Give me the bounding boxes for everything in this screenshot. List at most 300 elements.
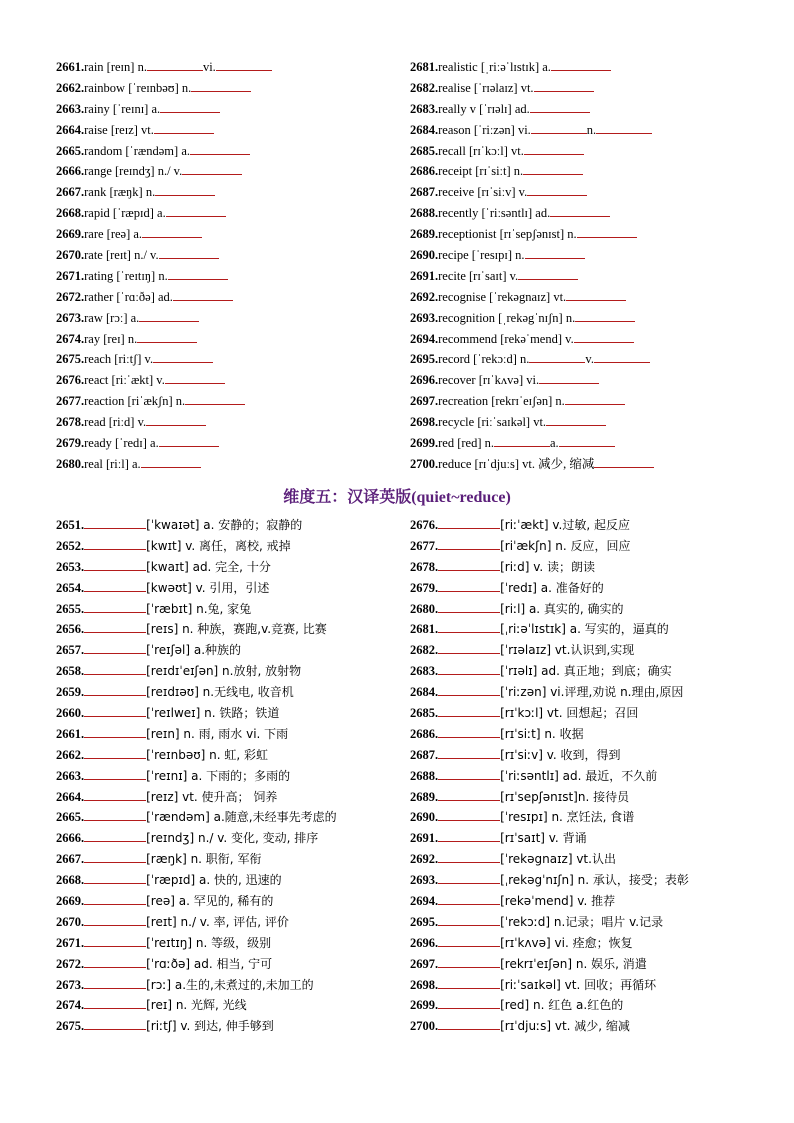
vocab-row (56, 224, 396, 245)
vocab-row (56, 682, 401, 703)
answer-blank[interactable] (173, 289, 233, 301)
pos-label: a. (550, 436, 559, 451)
vocab-row (410, 975, 780, 996)
answer-blank[interactable] (84, 684, 146, 696)
vocab-row (56, 995, 401, 1016)
item-number: 2678. (410, 559, 439, 574)
item-number: 2657. (56, 643, 85, 658)
vocab-row (56, 640, 401, 661)
answer-blank[interactable] (438, 935, 500, 947)
answer-blank[interactable] (165, 372, 225, 384)
item-number: 2672. (56, 956, 85, 971)
definition-entry: [reɪdɪəʊ] n.无线电, 收音机 (146, 685, 294, 700)
answer-blank[interactable] (84, 789, 146, 801)
item-number: 2663. (56, 768, 85, 783)
vocab-row (56, 954, 401, 975)
item-number: 2661. (56, 726, 85, 741)
vocab-row (56, 391, 396, 412)
answer-blank[interactable] (84, 872, 146, 884)
part2-right-column (410, 515, 780, 1037)
word-entry: ray [reɪ] n. (84, 331, 138, 346)
vocab-row (410, 78, 770, 99)
answer-blank[interactable] (577, 226, 637, 238)
vocab-row (410, 433, 770, 454)
definition-entry: [rɪˈkʌvə] vi. 痊愈；恢复 (500, 935, 633, 950)
answer-blank[interactable] (84, 559, 146, 571)
vocab-row (410, 995, 780, 1016)
vocab-row (410, 161, 770, 182)
answer-blank[interactable] (438, 851, 500, 863)
word-entry: recover [rɪˈkʌvə] vi. (438, 373, 540, 388)
vocab-row (56, 266, 396, 287)
answer-blank[interactable] (438, 726, 500, 738)
answer-blank[interactable] (438, 830, 500, 842)
word-entry: reason [ˈriːzən] vi. (438, 122, 531, 137)
vocab-row (56, 807, 401, 828)
answer-blank[interactable] (84, 538, 146, 550)
definition-entry: [kwaɪt] ad. 完全, 十分 (146, 559, 271, 574)
vocab-row (410, 599, 780, 620)
answer-blank[interactable] (84, 893, 146, 905)
item-number: 2696. (410, 935, 439, 950)
item-number: 2692. (410, 852, 439, 867)
answer-blank[interactable] (84, 621, 146, 633)
item-number: 2667. (56, 852, 85, 867)
vocab-row (410, 266, 770, 287)
item-number: 2689. (410, 227, 439, 242)
answer-blank[interactable] (438, 747, 500, 759)
answer-blank[interactable] (529, 351, 585, 363)
item-number: 2675. (56, 1019, 85, 1034)
vocab-row (410, 412, 770, 433)
vocab-row (410, 391, 770, 412)
word-entry: real [riːl] a. (84, 456, 141, 471)
vocab-row (410, 224, 770, 245)
vocab-row (410, 870, 780, 891)
answer-blank[interactable] (438, 663, 500, 675)
answer-blank[interactable] (438, 580, 500, 592)
answer-blank[interactable] (596, 122, 652, 134)
answer-blank[interactable] (84, 705, 146, 717)
vocab-row (56, 120, 396, 141)
vocab-row (410, 349, 770, 370)
word-entry: receipt [rɪˈsiːt] n. (438, 164, 524, 179)
answer-blank[interactable] (84, 851, 146, 863)
item-number: 2674. (56, 331, 85, 346)
answer-blank[interactable] (531, 122, 587, 134)
answer-blank[interactable] (159, 247, 219, 259)
vocab-row (56, 828, 401, 849)
item-number: 2692. (410, 289, 439, 304)
definition-entry: [ˈriːzən] vi.评理,劝说 n.理由,原因 (500, 685, 684, 700)
answer-blank[interactable] (574, 331, 634, 343)
item-number: 2675. (56, 352, 85, 367)
item-number: 2685. (410, 143, 439, 158)
word-entry: receive [rɪˈsiːv] v. (438, 185, 528, 200)
answer-blank[interactable] (84, 1018, 146, 1030)
item-number: 2676. (410, 518, 439, 532)
definition-entry: [ˈrekɔːd] n.记录；唱片 v.记录 (500, 914, 664, 929)
vocab-row (410, 99, 770, 120)
definition-entry: [rekəˈmend] v. 推荐 (500, 894, 616, 909)
item-number: 2688. (410, 206, 439, 221)
vocab-row (410, 807, 780, 828)
vocab-row (56, 661, 401, 682)
answer-blank[interactable] (84, 642, 146, 654)
answer-blank[interactable] (84, 977, 146, 989)
item-number: 2667. (56, 185, 85, 200)
answer-blank[interactable] (438, 517, 500, 529)
vocab-row (56, 329, 396, 350)
word-entry: rare [reə] a. (84, 227, 143, 242)
vocab-row (56, 975, 401, 996)
vocab-row (56, 287, 396, 308)
answer-blank[interactable] (438, 872, 500, 884)
answer-blank[interactable] (147, 59, 203, 71)
word-entry: rainbow [ˈreɪnbəʊ] n. (84, 80, 192, 95)
item-number: 2680. (410, 601, 439, 616)
answer-blank[interactable] (84, 914, 146, 926)
answer-blank[interactable] (438, 538, 500, 550)
vocab-row (56, 433, 396, 454)
vocab-row (56, 599, 401, 620)
item-number: 2682. (410, 643, 439, 658)
vocab-row (410, 120, 770, 141)
answer-blank[interactable] (84, 747, 146, 759)
answer-blank[interactable] (84, 601, 146, 613)
word-entry: rapid [ˈræpɪd] a. (84, 206, 166, 221)
vocab-row (410, 203, 770, 224)
word-entry: rating [ˈreɪtɪŋ] n. (84, 268, 168, 283)
item-number: 2673. (56, 310, 85, 325)
item-number: 2693. (410, 310, 439, 325)
item-number: 2654. (56, 580, 85, 595)
vocab-row (410, 933, 780, 954)
item-number: 2671. (56, 935, 85, 950)
answer-blank[interactable] (566, 289, 626, 301)
vocab-row (410, 724, 780, 745)
item-number: 2671. (56, 268, 85, 283)
definition-entry: [rɪˈdjuːs] vt. 减少, 缩减 (500, 1019, 630, 1034)
item-number: 2687. (410, 747, 439, 762)
vocab-row (56, 787, 401, 808)
definition-entry: [ˈresɪpɪ] n. 烹饪法, 食谱 (500, 810, 635, 825)
word-entry: realise [ˈrɪəlaɪz] vt. (438, 80, 534, 95)
answer-blank[interactable] (137, 331, 197, 343)
answer-blank[interactable] (594, 351, 650, 363)
definition-entry: [kwəʊt] v. 引用，引述 (146, 580, 270, 595)
word-entry: rainy [ˈreɪnɪ] a. (84, 101, 161, 116)
item-number: 2666. (56, 831, 85, 846)
item-number: 2679. (56, 436, 85, 451)
item-number: 2695. (410, 914, 439, 929)
vocab-row (56, 203, 396, 224)
answer-blank[interactable] (84, 956, 146, 968)
definition-entry: [reɪt] n./ v. 率, 评估, 评价 (146, 914, 289, 929)
item-number: 2651. (56, 518, 85, 532)
item-number: 2681. (410, 60, 439, 74)
vocab-row (56, 349, 396, 370)
item-number: 2697. (410, 956, 439, 971)
answer-blank[interactable] (551, 59, 611, 71)
answer-blank[interactable] (438, 642, 500, 654)
answer-blank[interactable] (438, 997, 500, 1009)
answer-blank[interactable] (575, 310, 635, 322)
vocab-row (410, 370, 770, 391)
word-entry: recommend [rekəˈmend] v. (438, 331, 574, 346)
answer-blank[interactable] (185, 393, 245, 405)
word-entry: really v [ˈrɪəlɪ] ad. (438, 101, 530, 116)
word-entry: ready [ˈredɪ] a. (84, 436, 159, 451)
item-number: 2674. (56, 998, 85, 1013)
word-entry: realistic [ˌriːəˈlɪstɪk] a. (438, 60, 551, 74)
answer-blank[interactable] (438, 956, 500, 968)
answer-blank[interactable] (438, 684, 500, 696)
definition-entry: [ˈreɪtɪŋ] n. 等级，级别 (146, 935, 272, 950)
word-entry: reaction [riˈækʃn] n. (84, 394, 186, 409)
word-entry: random [ˈrændəm] a. (84, 143, 190, 158)
vocab-row (410, 536, 780, 557)
definition-entry: [reɪndʒ] n./ v. 变化, 变动, 排序 (146, 831, 319, 846)
answer-blank[interactable] (182, 163, 242, 175)
item-number: 2697. (410, 394, 439, 409)
vocab-row (56, 454, 396, 475)
answer-blank[interactable] (84, 935, 146, 947)
word-entry: recognise [ˈrekəgnaɪz] vt. (438, 289, 567, 304)
answer-blank[interactable] (539, 372, 599, 384)
item-number: 2699. (410, 998, 439, 1013)
vocab-row (56, 891, 401, 912)
vocab-row (56, 724, 401, 745)
definition-entry: [rɪˈkɔːl] vt. 回想起；召回 (500, 706, 639, 721)
answer-blank[interactable] (84, 517, 146, 529)
word-entry: recall [rɪˈkɔːl] vt. (438, 143, 524, 158)
item-number: 2665. (56, 143, 85, 158)
item-number: 2664. (56, 122, 85, 137)
answer-blank[interactable] (534, 80, 594, 92)
item-number: 2673. (56, 977, 85, 992)
answer-blank[interactable] (141, 456, 201, 468)
word-entry: react [riːˈækt] v. (84, 373, 165, 388)
answer-blank[interactable] (160, 101, 220, 113)
word-entry: red [red] n. (438, 436, 494, 451)
section-title: 维度五：汉译英版(quiet~reduce) (283, 489, 511, 506)
item-number: 2682. (410, 80, 439, 95)
item-number: 2694. (410, 331, 439, 346)
answer-blank[interactable] (139, 310, 199, 322)
item-number: 2655. (56, 601, 85, 616)
answer-blank[interactable] (84, 997, 146, 1009)
vocab-row (56, 912, 401, 933)
answer-blank[interactable] (191, 80, 251, 92)
answer-blank[interactable] (438, 809, 500, 821)
definition-entry: [rɔː] a.生的,未煮过的,未加工的 (146, 977, 314, 992)
word-entry: rank [ræŋk] n. (84, 185, 156, 200)
vocab-row (410, 308, 770, 329)
definition-entry: [riːd] v. 读；朗读 (500, 559, 596, 574)
item-number: 2679. (410, 580, 439, 595)
item-number: 2653. (56, 559, 85, 574)
definition-entry: [reɪs] n. 种族，赛跑,v.竞赛, 比赛 (146, 622, 327, 637)
definition-entry: [ˈrɑːðə] ad. 相当, 宁可 (146, 956, 273, 971)
word-entry: raise [reɪz] vt. (84, 122, 154, 137)
word-entry: recreation [rekrɪˈeɪʃən] n. (438, 394, 565, 409)
answer-blank[interactable] (523, 163, 583, 175)
item-number: 2683. (410, 664, 439, 679)
word-entry: recently [ˈriːsəntlɪ] ad. (438, 206, 551, 221)
answer-blank[interactable] (438, 789, 500, 801)
answer-blank[interactable] (84, 768, 146, 780)
vocab-row (410, 912, 780, 933)
answer-blank[interactable] (142, 226, 202, 238)
item-number: 2662. (56, 747, 85, 762)
vocab-row (56, 515, 401, 536)
answer-blank[interactable] (438, 1018, 500, 1030)
item-number: 2668. (56, 206, 85, 221)
answer-blank[interactable] (527, 184, 587, 196)
answer-blank[interactable] (155, 184, 215, 196)
pos-label: vi. (202, 60, 216, 74)
vocab-row (56, 536, 401, 557)
item-number: 2699. (410, 436, 439, 451)
word-entry: raw [rɔː] a. (84, 310, 140, 325)
answer-blank[interactable] (216, 59, 272, 71)
definition-entry: [red] n. 红色 a.红色的 (500, 998, 624, 1013)
definition-entry: [ræŋk] n. 职衔, 军衔 (146, 852, 262, 867)
answer-blank[interactable] (84, 830, 146, 842)
answer-blank[interactable] (494, 435, 550, 447)
item-number: 2693. (410, 873, 439, 888)
definition-entry: [reɪdɪˈeɪʃən] n.放射, 放射物 (146, 664, 302, 679)
answer-blank[interactable] (530, 101, 590, 113)
item-number: 2690. (410, 810, 439, 825)
answer-blank[interactable] (524, 143, 584, 155)
item-number: 2689. (410, 789, 439, 804)
item-number: 2665. (56, 810, 85, 825)
answer-blank[interactable] (84, 809, 146, 821)
definition-entry: [ˈrekəgnaɪz] vt.认出 (500, 852, 616, 867)
item-number: 2698. (410, 977, 439, 992)
answer-blank[interactable] (84, 726, 146, 738)
part2-left-column (56, 515, 401, 1037)
word-entry: rain [reɪn] n. (84, 60, 147, 74)
definition-entry: [ˈræpɪd] a. 快的, 迅速的 (146, 873, 282, 888)
definition-entry: [riːˈækt] v.过敏, 起反应 (500, 518, 630, 532)
answer-blank[interactable] (153, 351, 213, 363)
vocab-row (56, 703, 401, 724)
definition-entry: [rɪˈsepʃənɪst]n. 接待员 (500, 789, 630, 804)
item-number: 2652. (56, 538, 85, 553)
answer-blank[interactable] (166, 205, 226, 217)
answer-blank[interactable] (438, 893, 500, 905)
vocab-row (410, 1016, 780, 1037)
answer-blank[interactable] (84, 663, 146, 675)
item-number: 2698. (410, 415, 439, 430)
definition-entry: [riːˈsaɪkəl] vt. 回收；再循环 (500, 977, 657, 992)
item-number: 2669. (56, 894, 85, 909)
vocab-row (410, 557, 780, 578)
definition-entry: [riˈækʃn] n. 反应，回应 (500, 538, 631, 553)
answer-blank[interactable] (594, 456, 654, 468)
answer-blank[interactable] (546, 414, 606, 426)
item-number: 2686. (410, 726, 439, 741)
answer-blank[interactable] (525, 247, 585, 259)
answer-blank[interactable] (438, 977, 500, 989)
answer-blank[interactable] (438, 768, 500, 780)
definition-entry: [reɪz] vt. 使升高； 饲养 (146, 789, 278, 804)
item-number: 2660. (56, 706, 85, 721)
vocab-row (56, 245, 396, 266)
vocab-row (56, 766, 401, 787)
item-number: 2670. (56, 914, 85, 929)
definition-entry: [ˈreɪnbəʊ] n. 虹, 彩虹 (146, 747, 268, 762)
item-number: 2677. (410, 538, 439, 553)
item-number: 2690. (410, 248, 439, 263)
vocab-row (410, 329, 770, 350)
item-number: 2686. (410, 164, 439, 179)
item-number: 2676. (56, 373, 85, 388)
answer-blank[interactable] (438, 621, 500, 633)
definition-entry: [rɪˈsiːv] v. 收到，得到 (500, 747, 621, 762)
vocab-row (56, 370, 396, 391)
answer-blank[interactable] (168, 268, 228, 280)
answer-blank[interactable] (159, 435, 219, 447)
definition-entry: [riːtʃ] v. 到达, 伸手够到 (146, 1019, 274, 1034)
pos-label: v. (585, 352, 594, 367)
item-number: 2694. (410, 894, 439, 909)
vocab-row (410, 182, 770, 203)
word-entry: recipe [ˈresɪpɪ] n. (438, 248, 525, 263)
item-number: 2678. (56, 415, 85, 430)
word-entry: rate [reɪt] n./ v. (84, 248, 159, 263)
answer-blank[interactable] (154, 122, 214, 134)
item-number: 2661. (56, 60, 85, 74)
vocab-row (410, 141, 770, 162)
answer-blank[interactable] (438, 601, 500, 613)
answer-blank[interactable] (550, 205, 610, 217)
word-entry: read [riːd] v. (84, 415, 147, 430)
answer-blank[interactable] (438, 914, 500, 926)
item-number: 2663. (56, 101, 85, 116)
answer-blank[interactable] (565, 393, 625, 405)
vocab-row (410, 245, 770, 266)
answer-blank[interactable] (438, 705, 500, 717)
vocab-row (56, 412, 396, 433)
vocab-row (56, 161, 396, 182)
answer-blank[interactable] (559, 435, 615, 447)
vocab-row (410, 57, 770, 78)
vocab-row (410, 515, 780, 536)
answer-blank[interactable] (146, 414, 206, 426)
item-number: 2662. (56, 80, 85, 95)
vocab-row (410, 578, 780, 599)
answer-blank[interactable] (518, 268, 578, 280)
vocab-row (56, 557, 401, 578)
vocab-row (410, 745, 780, 766)
answer-blank[interactable] (190, 143, 250, 155)
definition-entry: [reɪ] n. 光辉, 光线 (146, 998, 247, 1013)
item-number: 2684. (410, 685, 439, 700)
word-entry: reach [riːtʃ] v. (84, 352, 154, 367)
item-number: 2658. (56, 664, 85, 679)
vocab-row (56, 182, 396, 203)
word-entry: rather [ˈrɑːðə] ad. (84, 289, 173, 304)
word-entry: recognition [ˌrekəgˈnɪʃn] n. (438, 310, 576, 325)
answer-blank[interactable] (438, 559, 500, 571)
answer-blank[interactable] (84, 580, 146, 592)
item-number: 2696. (410, 373, 439, 388)
vocab-row (56, 308, 396, 329)
